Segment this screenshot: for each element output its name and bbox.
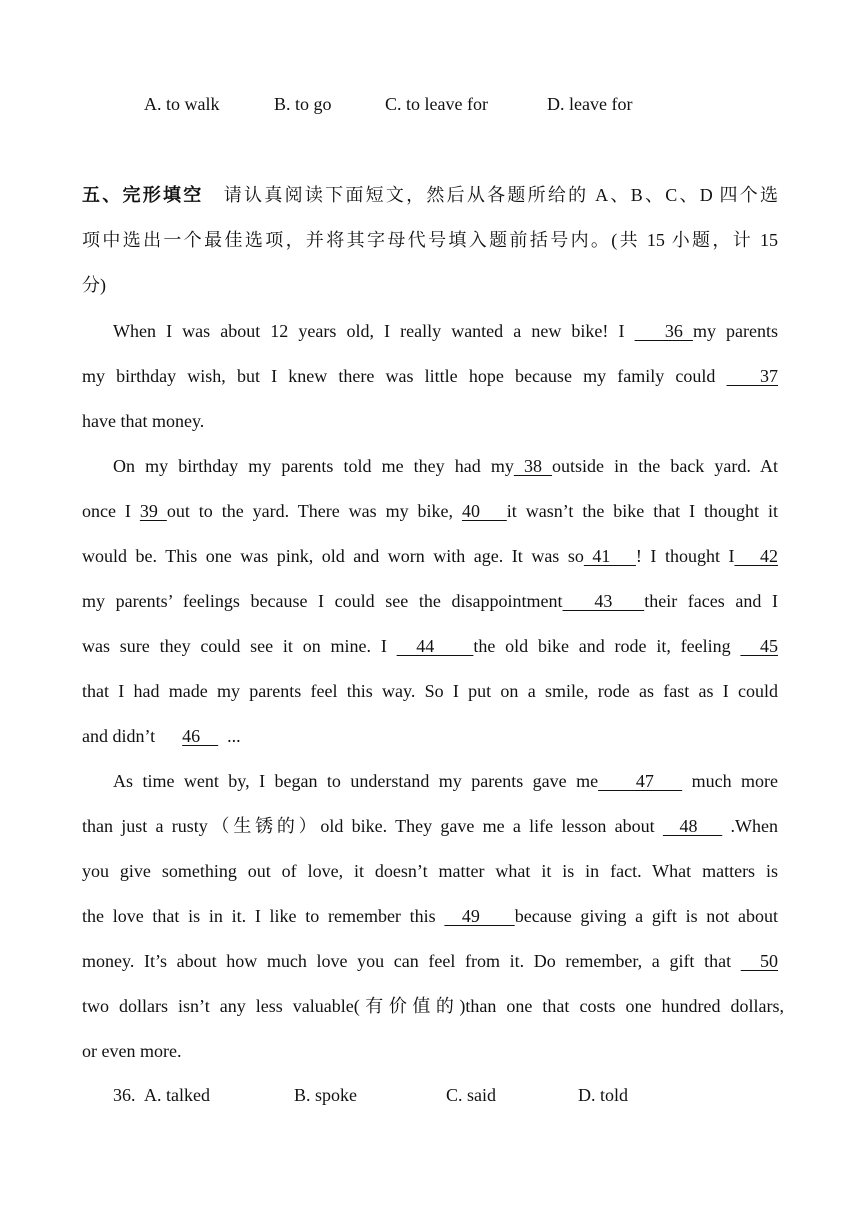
text-line: the love that is in it. I like to remember this 49 because giving a gift is not about [82,906,779,926]
blank-39: 39 [139,501,167,521]
text-line: two dollars isn’t any less valuable(有价值的)than one that costs one hundred dollars, [82,996,784,1016]
blank-45: 45 [740,636,778,656]
option-a: A. to walk [144,94,220,114]
blank-43: 43 [562,591,645,611]
text-line: When I was about 12 years old, I really wanted a new bike! I 36 my parents [113,321,779,341]
blank-38: 38 [513,456,553,476]
section-instruction-line-3: 分) [82,275,106,295]
text-line: once I 39 out to the yard. There was my bike, 40 it wasn’t the bike that I thought it [82,501,779,521]
section-title: 五、完形填空 [82,185,204,205]
text-line: As time went by, I began to understand my parents gave me 47 much more [113,771,779,791]
option-c: C. said [446,1085,497,1105]
blank-36: 36 [634,321,693,341]
text-line: than just a rusty（生锈的）old bike. They gave me a life lesson about 48 .When [82,816,778,836]
option-b: B. to go [274,94,332,114]
option-d: D. leave for [547,94,633,114]
text-line: On my birthday my parents told me they had my 38 outside in the back yard. At [113,456,779,476]
text-line: my parents’ feelings because I could see the disappointment 43 their faces and I [82,591,778,611]
blank-50: 50 [740,951,779,971]
text-line: you give something out of love, it doesn’t matter what it is in fact. What matters is [82,861,778,881]
blank-42: 42 [734,546,779,566]
blank-46: 46 [182,726,219,746]
text-line: was sure they could see it on mine. I 44 the old bike and rode it, feeling 45 [82,636,778,656]
section-instruction-line-2: 项中选出一个最佳选项，并将其字母代号填入题前括号内。(共 15 小题，计 15 [82,230,778,250]
option-a: A. talked [144,1085,210,1105]
option-d: D. told [578,1085,629,1105]
text-line: my birthday wish, but I knew there was little hope because my family could 37 [82,366,778,386]
blank-44: 44 [396,636,474,656]
blank-47: 47 [598,771,683,791]
text-line: that I had made my parents feel this way. So I put on a smile, rode as fast as I could [82,681,778,701]
blank-37: 37 [726,366,778,386]
option-c: C. to leave for [385,94,488,114]
blank-49: 49 [444,906,515,926]
blank-48: 48 [662,816,723,836]
question-number: 36. [113,1085,136,1105]
text-line: or even more. [82,1041,182,1061]
text-line: and didn’t 46 ... [82,726,241,746]
blank-40: 40 [461,501,507,521]
text-line: would be. This one was pink, old and worn with age. It was so 41 ! I thought I 42 [82,546,779,566]
blank-41: 41 [583,546,636,566]
text-line: have that money. [82,411,205,431]
section-instruction-line-1: 五、完形填空 请认真阅读下面短文，然后从各题所给的 A、B、C、D 四个选 [82,185,778,205]
option-b: B. spoke [294,1085,357,1105]
text-line: money. It’s about how much love you can feel from it. Do remember, a gift that 50 [82,951,779,971]
